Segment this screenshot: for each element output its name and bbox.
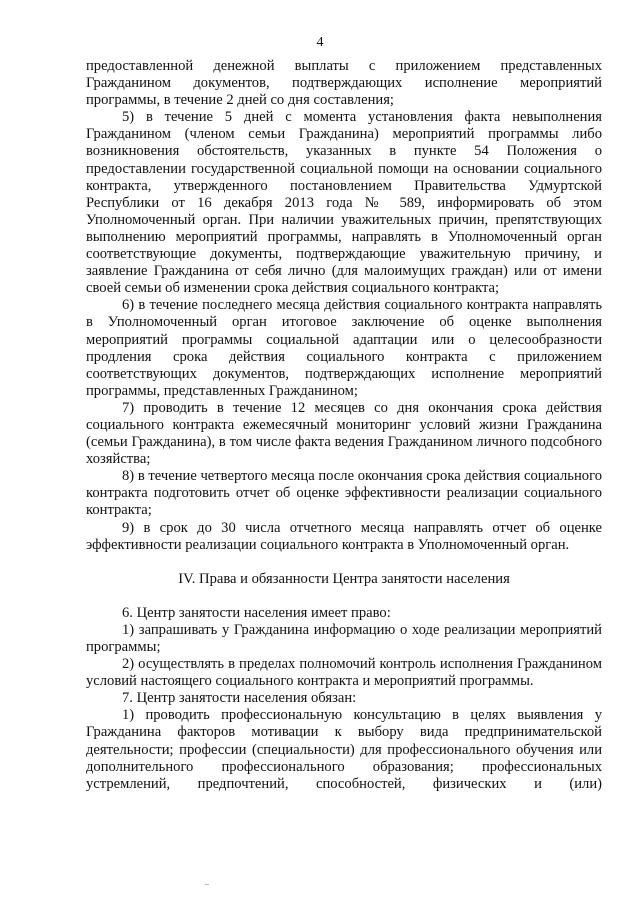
paragraph-duties-intro: 7. Центр занятости населения обязан: (122, 690, 357, 707)
paragraph-duties-item-1: 1) проводить профессиональную консультацию в целях выявления у Гражданина факторов мотивации к выбору вида предпринимательской деятельности; профессии (специальности) для профессионального обучения или дополнительного профессионального образования; профессиональных устремлений, предпочтений, способностей, физических и (или) (86, 707, 602, 792)
paragraph-rights-item-2: 2) осуществлять в пределах полномочий контроль исполнения Гражданином условий настоящего социального контракта и мероприятий программы. (86, 656, 602, 690)
paragraph-item-5: 5) в течение 5 дней с момента установления факта невыполнения Гражданином (членом семьи Гражданина) мероприятий программы либо возникновения обстоятельств, указанных в пункте 54 Положения о предоставлении государственной социальной помощи на основании социального контракта, утвержденного постановлением Правительства Удмуртской Республики от 16 декабря 2013 года № 589, информировать об этом Уполномоченный орган. При наличии уважительных причин, препятствующих выполнению мероприятий программы, направлять в Уполномоченный орган соответствующие документы, подтверждающие уважительную причину, и заявление Гражданина от себя лично (для малоимущих граждан) или от имени своей семьи об изменении срока действия социального контракта; (86, 109, 602, 297)
paragraph-continuation: предоставленной денежной выплаты с приложением представленных Гражданином документов, подтверждающих исполнение мероприятий программы, в течение 2 дней со дня составления; (86, 58, 602, 109)
page-number: 4 (316, 35, 324, 50)
paragraph-rights-intro: 6. Центр занятости населения имеет право: (122, 604, 391, 621)
paragraph-item-8: 8) в течение четвертого месяца после окончания срока действия социального контракта подготовить отчет об оценке эффективности реализации социального контракта; (86, 468, 602, 519)
document-body (86, 58, 602, 793)
scan-mark (205, 884, 209, 885)
paragraph-item-6: 6) в течение последнего месяца действия социального контракта направлять в Уполномоченный орган итоговое заключение об оценке выполнения мероприятий программы социальной адаптации или о целесообразности продления срока действия социального контракта с приложением соответствующих документов, подтверждающих исполнение мероприятий программы, представленных Гражданином; (86, 297, 602, 399)
paragraph-item-9: 9) в срок до 30 числа отчетного месяца направлять отчет об оценке эффективности реализации социального контракта в Уполномоченный орган. (86, 519, 602, 553)
paragraph-rights-item-1: 1) запрашивать у Гражданина информацию о ходе реализации мероприятий программы; (86, 621, 602, 655)
section-heading: IV. Права и обязанности Центра занятости населения (178, 570, 510, 587)
paragraph-item-7: 7) проводить в течение 12 месяцев со дня окончания срока действия социального контракта ежемесячный мониторинг условий жизни Гражданина (семьи Гражданина), в том числе факта ведения Гражданином личного подсобного хозяйства; (86, 399, 602, 468)
